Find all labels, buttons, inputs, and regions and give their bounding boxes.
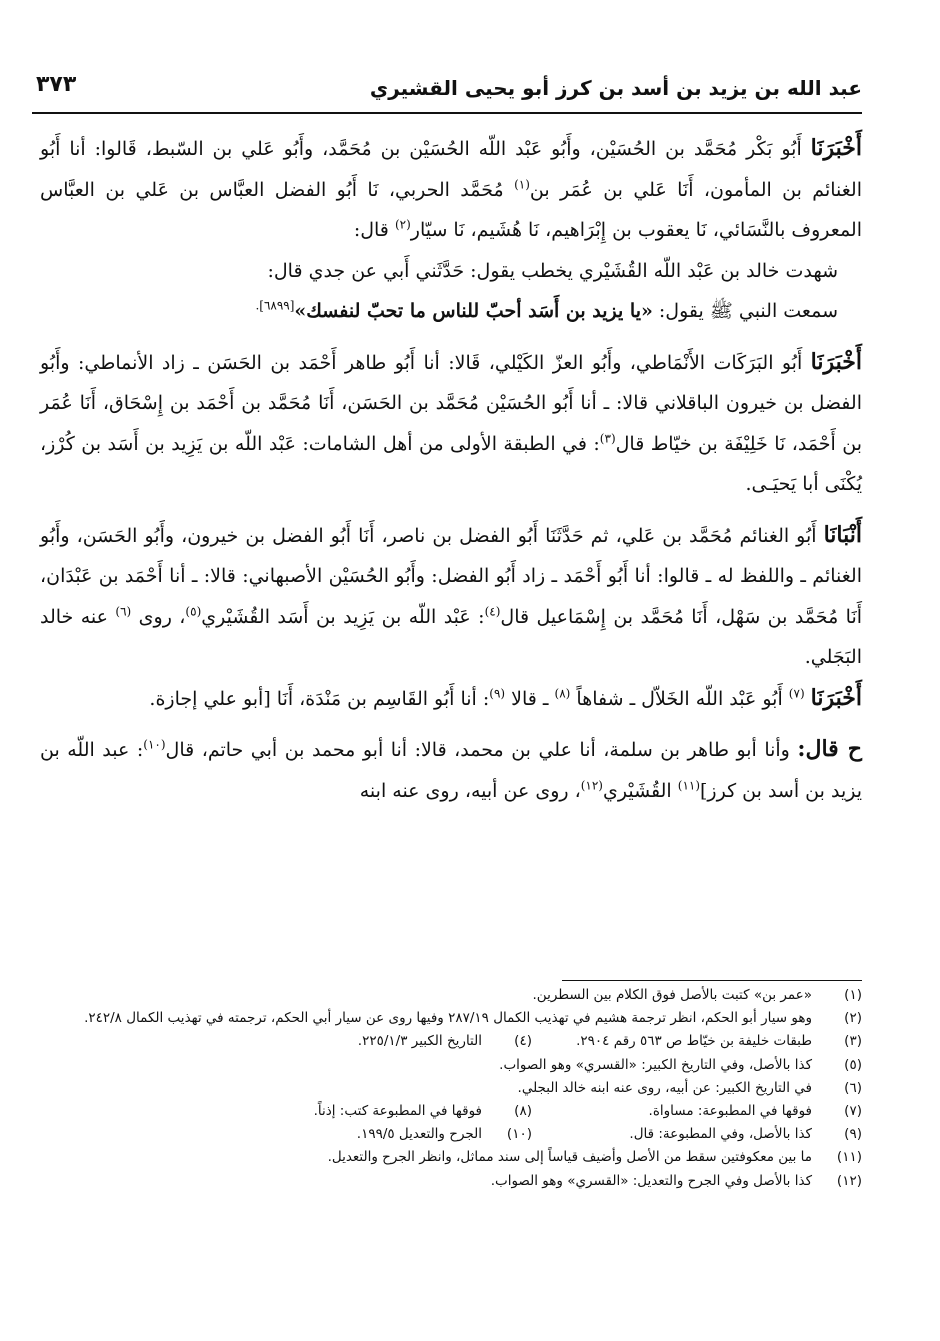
footnote-ref-10: (١٠) <box>143 737 166 752</box>
footnote-text: كذا بالأصل وفي الجرح والتعديل: «القسري» وهو الصواب. <box>490 1172 812 1189</box>
paragraph-text: ، روى <box>138 605 186 628</box>
footnote-text: التاريخ الكبير ٢٢٥/١/٣. <box>357 1033 482 1050</box>
footnote-12 <box>40 1170 862 1193</box>
footnote-number: (١٢) <box>836 1172 862 1189</box>
footnote-text: ما بين معكوفتين سقط من الأصل وأضيف قياساً إلى سند مماثل، وانظر الجرح والتعديل. <box>327 1149 812 1166</box>
footnote-ref-11: (١١) <box>677 778 701 793</box>
footnote-row <box>40 1123 862 1146</box>
footnote-number: (٣) <box>844 1033 862 1050</box>
footnote-ref-5: (٥) <box>185 604 202 619</box>
footnote-row <box>40 1030 862 1053</box>
paragraph-text: القُشَيْري <box>602 779 672 802</box>
page-header <box>32 62 862 110</box>
paragraph-text: قال: <box>353 219 389 241</box>
paragraph-text: عنه خالد البَجَلي. <box>40 605 862 668</box>
footnote-text: طبقات خليفة بن خيّاط ص ٥٦٣ رقم ٢٩٠٤. <box>576 1033 812 1050</box>
footnote-4 <box>202 1030 532 1053</box>
footnote-number: (١١) <box>836 1149 862 1166</box>
footnote-ref-8: (٨) <box>554 686 571 701</box>
main-text <box>40 128 862 811</box>
paragraph-3 <box>40 515 862 678</box>
footnotes <box>40 984 862 1193</box>
footnote-11 <box>40 1146 862 1169</box>
paragraph-text: أَبُو البَرَكَات الأَنْمَاطي، وأَبُو العزّ الكَيْلي، قَالا: أنا أَبُو طاهر أَحْمَد بن الحَسَن ـ زاد الأنماطي: وأَبُو الفضل بن خيرون الباقلاني قالا: ـ أنا أَبُو الحُسَيْن مُحَمَّد بن الحَسَن، أَنَا مُحَمَّد بن أَحْمَد بن إِسْحَاق، أَنَا عُمَر بن أَحْمَد، نَا خَلِيْفَة بن خيّاط قال <box>40 351 863 455</box>
footnote-text: وهو سيار أبو الحكم، انظر ترجمة هشيم في تهذيب الكمال ٢٨٧/١٩ وفيها روى عن سيار أبي الحكم، ترجمته في تهذيب الكمال ٢٤٢/٨. <box>84 1010 812 1027</box>
paragraph-2 <box>40 342 862 505</box>
paragraph-text: أَبُو الغنائم مُحَمَّد بن عَلي، ثم حَدَّثَنَا أَبُو الفضل بن ناصر، أَنَا أَبُو الفضل بن خيرون، وأَبُو الحَسَن، وأَبُو الغنائم ـ واللفظ له ـ قالوا: أنا أَبُو أَحْمَد ـ زاد أَبُو الفضل: وأَبُو الحُسَيْن الأصبهاني: قالا: ـ أنا أَحْمَد بن عَبْدَان، أَنَا مُحَمَّد بن سَهْل، أَنَا مُحَمَّد بن إِسْمَاعيل قال <box>40 524 863 628</box>
footnote-number: (٧) <box>844 1103 862 1120</box>
footnote-number: (١٠) <box>506 1126 532 1143</box>
footnote-5 <box>40 1054 862 1077</box>
quote-lead: سمعت النبي ﷺ يقول: <box>658 300 838 322</box>
footnote-text: كذا بالأصل، وفي المطبوعة: قال. <box>629 1126 812 1143</box>
footnote-7 <box>532 1100 862 1123</box>
footnote-ref-1: (١) <box>514 177 530 192</box>
footnote-number: (١) <box>844 987 862 1003</box>
quote-line-2 <box>40 291 862 332</box>
footnote-ref-7: (٧) <box>788 686 805 701</box>
paragraph-1 <box>40 128 862 251</box>
footnote-text: فوقها في المطبوعة: مساواة. <box>648 1103 812 1120</box>
footnote-text: الجرح والتعديل ١٩٩/٥. <box>356 1126 482 1143</box>
footnote-number: (٦) <box>844 1079 862 1096</box>
paragraph-text: : عَبْد اللّه بن يَزِيد بن أَسَد القُشَيْري <box>201 605 485 628</box>
footnote-ref-4: (٤) <box>484 604 501 619</box>
paragraph-text: : في الطبقة الأولى من أهل الشامات: عَبْد اللّه بن يَزِيد بن أَسَد بن كُرْز، يُكْنَى أبا يَحيَـى. <box>40 432 862 495</box>
footnote-ref-9: (٩) <box>489 686 506 701</box>
paragraph-text: أَبُو عَبْد اللّه الخَلاّل ـ شفاهاً <box>576 687 783 710</box>
footnote-ref-6: (٦) <box>115 604 132 619</box>
hadith-text: «يا يزيد بن أَسَد أحبّ للناس ما تحبّ لنفسك» <box>294 300 653 322</box>
running-title: عبد الله بن يزيد بن أسد بن كرز أبو يحيى القشيري <box>369 76 862 100</box>
transmission-keyword: أَخْبَرَنَا <box>810 135 862 161</box>
transmission-keyword: أَخْبَرَنَا <box>810 348 862 375</box>
footnote-text: فوقها في المطبوعة كتب: إذناً. <box>313 1103 482 1120</box>
footnote-number: (٤) <box>514 1033 532 1050</box>
footnote-ref-2: (٢) <box>394 217 411 232</box>
hadith-reference: [٦٨٩٩]. <box>255 298 295 313</box>
footnote-number: (٩) <box>844 1126 862 1143</box>
transmission-keyword: ح قال: <box>797 736 863 762</box>
footnote-1 <box>40 984 862 1007</box>
footnote-6 <box>40 1077 862 1100</box>
paragraph-5 <box>40 729 862 811</box>
footnote-row <box>40 1100 862 1123</box>
paragraph-text: : أنا أَبُو القَاسِم بن مَنْدَة، أَنَا [أبو علي إجازة. <box>149 687 490 710</box>
footnote-3 <box>532 1030 862 1053</box>
quote-line-1 <box>40 251 862 292</box>
footnote-8 <box>202 1100 532 1123</box>
footnote-ref-12: (١٢) <box>580 778 603 793</box>
page-number: ٣٧٣ <box>36 72 77 97</box>
footnote-text: كذا بالأصل، وفي التاريخ الكبير: «القسري» وهو الصواب. <box>499 1056 812 1073</box>
transmission-keyword: أَنْبَانَا <box>823 521 862 548</box>
footnote-separator <box>562 980 862 981</box>
footnote-10 <box>202 1123 532 1146</box>
paragraph-text: ، روى عن أبيه، روى عنه ابنه <box>359 779 581 802</box>
footnote-ref-3: (٣) <box>599 431 616 446</box>
footnote-text: «عمر بن» كتبت بالأصل فوق الكلام بين السطرين. <box>532 987 812 1003</box>
footnote-text: في التاريخ الكبير: عن أبيه، روى عنه ابنه خالد البجلي. <box>517 1079 812 1096</box>
transmission-keyword: أَخْبَرَنَا <box>810 684 862 711</box>
footnote-9 <box>532 1123 862 1146</box>
paragraph-text: وأنا أبو طاهر بن سلمة، أنا علي بن محمد، قالا: أنا أبو محمد بن أبي حاتم، قال <box>165 739 790 761</box>
footnote-number: (٢) <box>844 1010 862 1027</box>
quote-text: شهدت خالد بن عَبْد اللّه القُشَيْري يخطب يقول: حَدَّثَني أَبي عن جدي قال: <box>267 259 838 282</box>
footnote-number: (٨) <box>514 1103 532 1120</box>
paragraph-4 <box>40 678 862 720</box>
paragraph-text: مُحَمَّد الحربي، نَا أَبُو الفضل العبَّاس بن عَلي بن العبَّاس المعروف بالنَّسَائي، نَا يعقوب بن إِبْرَاهيم، نَا هُشَيم، نَا سيّار <box>40 178 862 241</box>
footnote-number: (٥) <box>844 1056 862 1073</box>
paragraph-text: : عبد اللّه بن يزيد بن أسد بن كرز] <box>40 739 862 802</box>
footnote-2 <box>40 1007 862 1030</box>
paragraph-text: ـ قالا <box>511 687 549 710</box>
paragraph-text: أَبُو بَكْر مُحَمَّد بن الحُسَيْن، وأَبُو عَبْد اللّه الحُسَيْن بن مُحَمَّد، وأَبُو عَلي بن السّبط، قَالوا: أنا أَبُو الغنائم بن المأمون، أَنَا عَلي بن عُمَر بن <box>40 138 862 201</box>
header-rule <box>32 112 862 114</box>
